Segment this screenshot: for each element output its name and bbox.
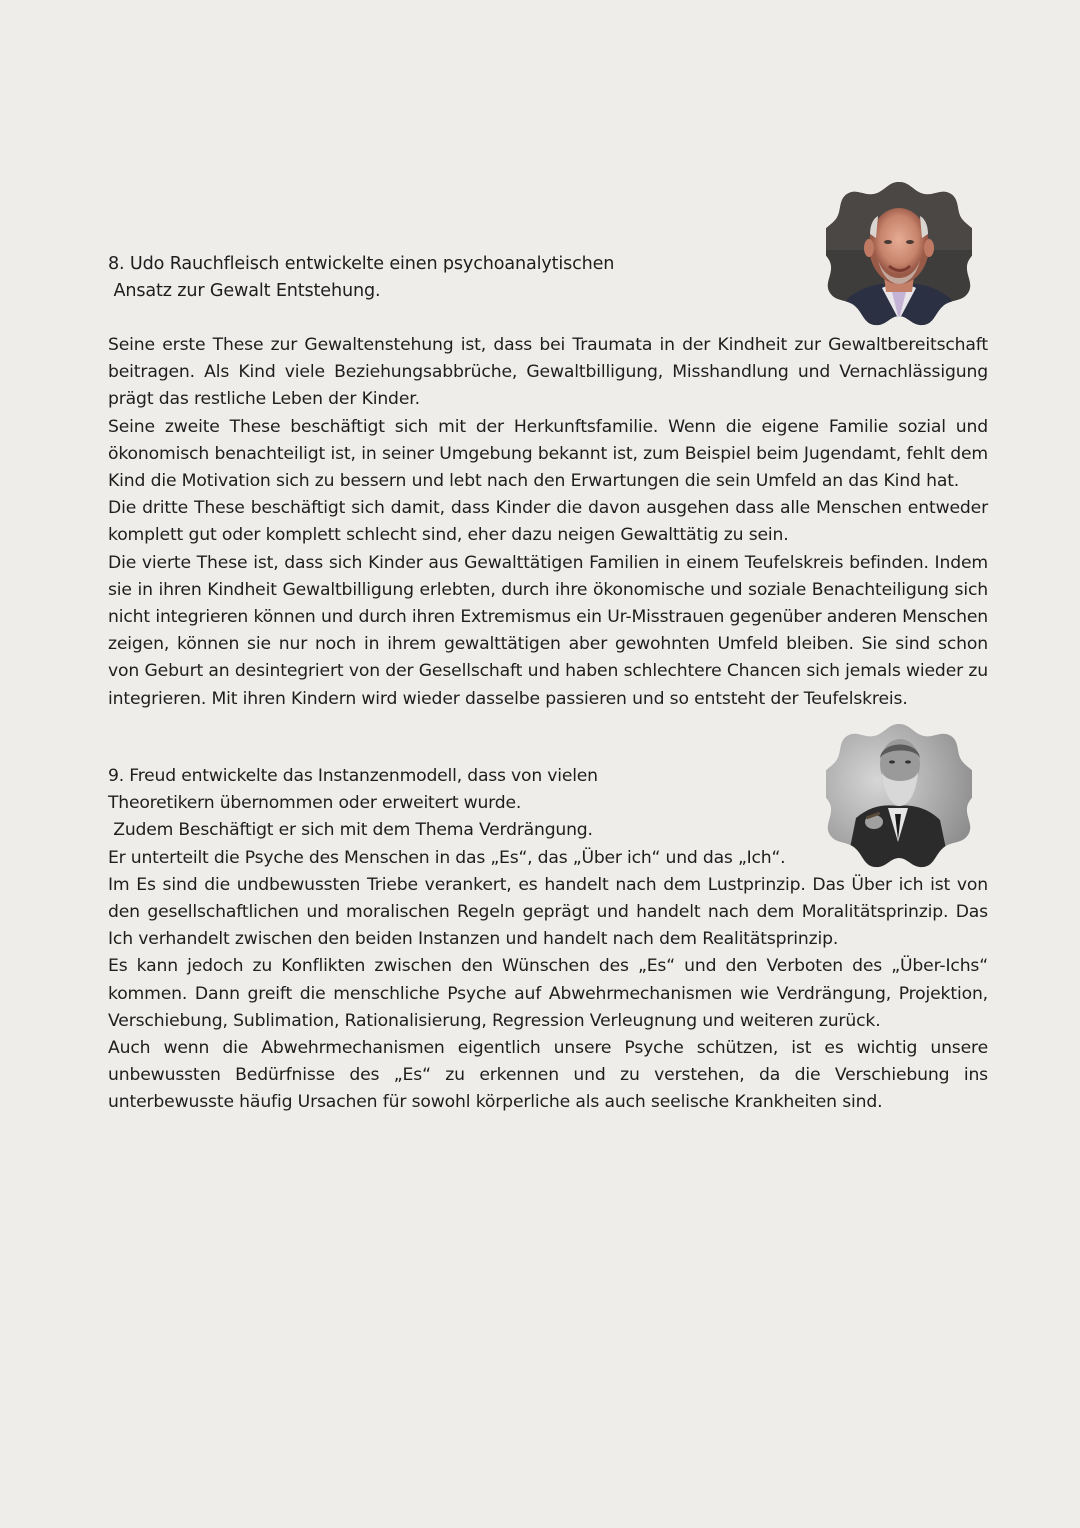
section-8-paragraph-4: Die vierte These ist, dass sich Kinder aus Gewalttätigen Familien in einem Teufelskreis befinden. Indem sie in ihren Kindheit Gewaltbilligung erlebten, durch ihre ökonomische und soziale Benachteiligung sich nicht integrieren können und durch ihren Extremismus ein Ur-Misstrauen gegenüber anderen Menschen zeigen, können sie nur noch in ihrem gewalttätigen aber gewohnten Umfeld bleiben. Sie sind schon von Geburt an desintegriert von der Gesellschaft und haben schlechtere Chancen sich jemals wieder zu integrieren. Mit ihren Kindern wird wieder dasselbe passieren und so entsteht der Teufelskreis.: [108, 552, 988, 709]
section-9-paragraph-1: Im Es sind die undbewussten Triebe verankert, es handelt nach dem Lustprinzip. Das Über ich ist von den gesellschaftlichen und moralischen Regeln geprägt und handelt nach dem Moralitätsprinzip. Das Ich verhandelt zwischen den beiden Instanzen und handelt nach dem Realitätsprinzip.: [108, 874, 988, 950]
section-8-paragraph-2: Seine zweite These beschäftigt sich mit der Herkunftsfamilie. Wenn die eigene Familie sozial und ökonomisch benachteiligt ist, in seiner Umgebung bekannt ist, zum Beispiel beim Jugendamt, fehlt dem Kind die Motivation sich zu bessern und lebt nach den Erwartungen die sein Umfeld an das Kind hat.: [108, 416, 988, 492]
section-9-heading-line-2: Theoretikern übernommen oder erweitert wurde.: [108, 793, 522, 814]
section-9-heading-line-4: Er unterteilt die Psyche des Menschen in das „Es“, das „Über ich“ und das „Ich“.: [108, 847, 786, 868]
section-9: [108, 763, 988, 1117]
section-9-heading-line-3: Zudem Beschäftigt er sich mit dem Thema Verdrängung.: [108, 820, 593, 841]
section-8-heading-line-2: Ansatz zur Gewalt Entstehung.: [108, 281, 381, 301]
section-9-heading-line-1: 9. Freud entwickelte das Instanzenmodell, dass von vielen: [108, 766, 598, 786]
section-8-body: [108, 332, 988, 713]
section-8-heading-line-1: 8. Udo Rauchfleisch entwickelte einen psychoanalytischen: [108, 254, 615, 274]
section-8-paragraph-3: Die dritte These beschäftigt sich damit, dass Kinder die davon ausgehen dass alle Menschen entweder komplett gut oder komplett schlecht sind, eher dazu neigen Gewalttätig zu sein.: [108, 498, 988, 546]
section-8-paragraph-1: Seine erste These zur Gewaltenstehung ist, dass bei Traumata in der Kindheit zur Gewaltbereitschaft beitragen. Als Kind viele Beziehungsabbrüche, Gewaltbilligung, Misshandlung und Vernachlässigung prägt das restliche Leben der Kinder.: [108, 335, 988, 410]
section-8: [108, 251, 988, 305]
section-9-paragraph-2: Es kann jedoch zu Konflikten zwischen den Wünschen des „Es“ und den Verboten des „Über-Ichs“ kommen. Dann greift die menschliche Psyche auf Abwehrmechanismen wie Verdrängung, Projektion, Verschiebung, Sublimation, Rationalisierung, Regression Verleugnung und weiteren zurück.: [108, 956, 988, 1031]
section-9-paragraph-3: Auch wenn die Abwehrmechanismen eigentlich unsere Psyche schützen, ist es wichtig unsere unbewussten Bedürfnisse des „Es“ zu erkennen und zu verstehen, da die Verschiebung ins unterbewusste häufig Ursachen für sowohl körperliche als auch seelische Krankheiten sind.: [108, 1038, 988, 1113]
